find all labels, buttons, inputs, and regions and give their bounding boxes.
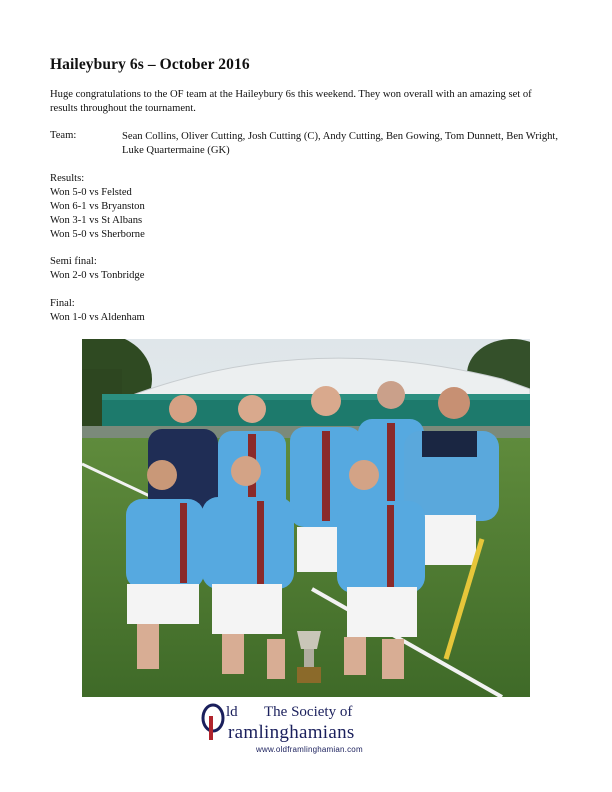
result-item: Won 6-1 vs Bryanston [50, 201, 145, 212]
team-photo [82, 339, 530, 697]
page-title: Haileybury 6s – October 2016 [50, 56, 250, 73]
logo-ld: ld [226, 704, 238, 720]
team-names: Sean Collins, Oliver Cutting, Josh Cutting (C), Andy Cutting, Ben Gowing, Tom Dunnett, Ben Wright, Luke Quartermaine (GK) [122, 131, 559, 156]
logo-url: www.oldframlinghamian.com [256, 745, 363, 754]
result-item: Won 5-0 vs Sherborne [50, 229, 145, 240]
team-label: Team: [50, 130, 77, 141]
semi-final-result: Won 2-0 vs Tonbridge [50, 270, 145, 281]
result-item: Won 5-0 vs Felsted [50, 187, 132, 198]
semi-final-heading: Semi final: [50, 256, 97, 267]
results-block [50, 172, 145, 242]
result-item: Won 3-1 vs St Albans [50, 215, 143, 226]
logo-o-mark [200, 702, 226, 740]
results-heading: Results: [50, 173, 85, 184]
final-block [50, 297, 145, 325]
society-logo [200, 700, 415, 760]
intro-paragraph: Huge congratulations to the OF team at the Haileybury 6s this weekend. They won overall with an amazing set of results throughout the tournament. [50, 89, 532, 114]
logo-line2: ramlinghamians [228, 722, 355, 743]
final-result: Won 1-0 vs Aldenham [50, 312, 145, 323]
final-heading: Final: [50, 298, 75, 309]
semi-final-block [50, 255, 144, 283]
logo-line1: The Society of [264, 704, 353, 720]
